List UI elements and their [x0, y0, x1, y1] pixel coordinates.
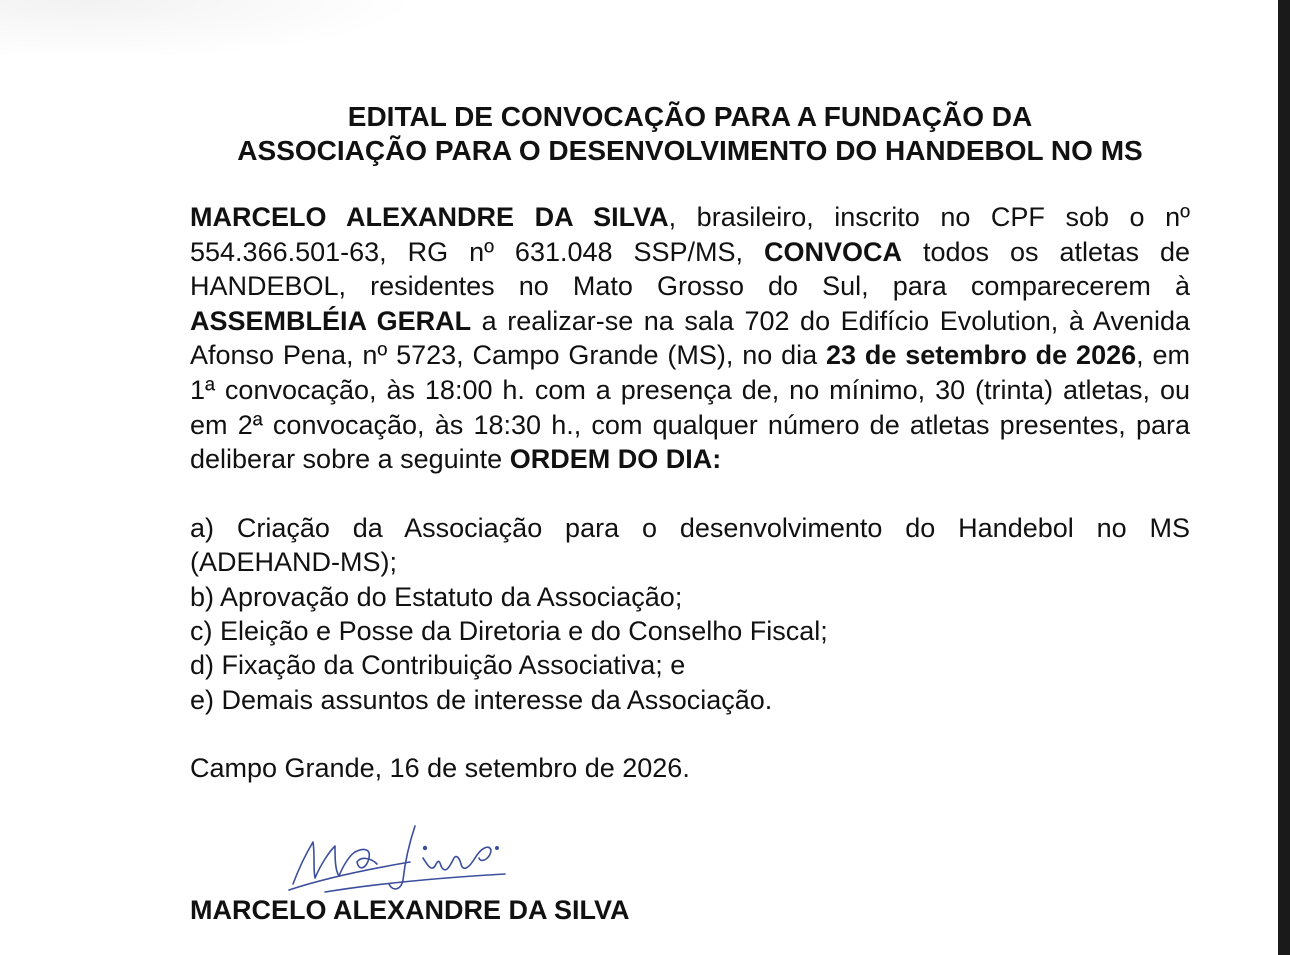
agenda-item: c) Eleição e Posse da Diretoria e do Conselho Fiscal;	[190, 615, 828, 646]
document	[190, 100, 1190, 785]
body-text-2: todos os atletas de HANDEBOL, residentes no Mato Grosso do Sul, para comparecerem à	[190, 236, 1191, 302]
title-line-1: EDITAL DE CONVOCAÇÃO PARA A FUNDAÇÃO DA	[347, 101, 1033, 132]
agenda-item: b) Aprovação do Estatuto da Associação;	[190, 581, 683, 612]
convoca-word: CONVOCA	[764, 236, 903, 267]
convocation-paragraph	[190, 200, 1190, 477]
page-shadow	[0, 0, 420, 60]
title-line-2: ASSOCIAÇÃO PARA O DESENVOLVIMENTO DO HANDEBOL NO MS	[237, 135, 1143, 166]
agenda-list	[190, 511, 1190, 717]
meeting-date: 23 de setembro de 2026	[826, 340, 1137, 371]
body-text-1: , brasileiro, inscrito no CPF sob o nº 554.366.501-63, RG nº 631.048 SSP/MS,	[190, 202, 1190, 267]
page-edge	[1278, 0, 1290, 955]
body-text-4: , em 1ª convocação, às 18:00 h. com a presença de, no mínimo, 30 (trinta) atletas, ou em 2ª convocação, às 18:30 h., com qualquer número de atletas presentes, para deliberar sobre a seguinte	[190, 340, 1190, 475]
convener-name: MARCELO ALEXANDRE DA SILVA	[190, 202, 669, 232]
agenda-item: a) Criação da Associação para o desenvolvimento do Handebol no MS (ADEHAND-MS);	[190, 512, 1190, 578]
agenda-item: d) Fixação da Contribuição Associativa; e	[190, 650, 686, 681]
agenda-heading: ORDEM DO DIA:	[509, 444, 722, 475]
place-and-date: Campo Grande, 16 de setembro de 2026.	[190, 753, 690, 784]
handwritten-signature	[285, 818, 535, 898]
assembly-name: ASSEMBLÉIA GERAL	[190, 305, 472, 336]
body-text-3: a realizar-se na sala 702 do Edifício Evolution, à Avenida Afonso Pena, nº 5723, Campo Grande (MS), no dia	[190, 305, 1191, 371]
agenda-item: e) Demais assuntos de interesse da Associação.	[190, 684, 773, 715]
signer-name: MARCELO ALEXANDRE DA SILVA	[190, 895, 630, 925]
document-title	[190, 100, 1190, 168]
